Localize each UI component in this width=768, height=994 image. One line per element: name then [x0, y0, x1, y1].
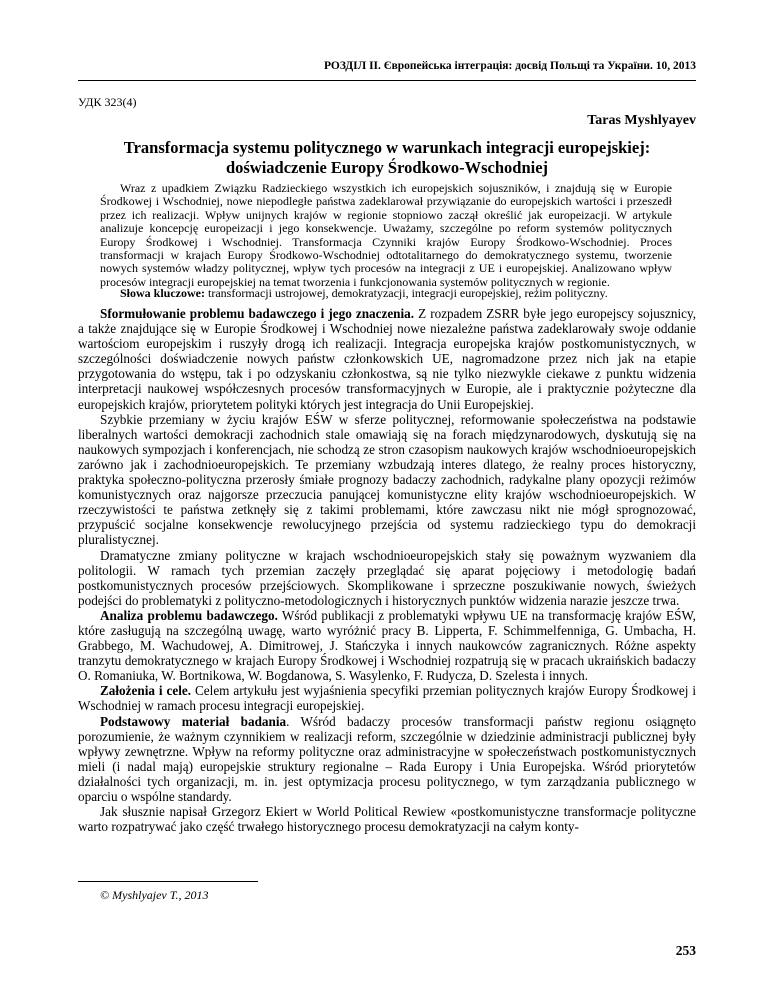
running-head: РОЗДІЛ II. Європейська інтеграція: досвід Польщі та України. 10, 2013: [323, 60, 696, 72]
keywords-label: Słowa kluczowe:: [120, 286, 205, 300]
page-number: 253: [675, 943, 696, 958]
paragraph-2: Szybkie przemiany w życiu krajów EŚW w sferze politycznej, reformowanie społeczeństwa na podstawie liberalnych wartości demokracji zachodnich stale omawiają się na forach międzynarodowych, dyskutują się na naukowych sympozjach i konferencjach, nie schodzą ze stron czasopism naukowych krajów wschodnioeuropejskich zarówno jak i zachodnioeuropejskich. Te przemiany wzbudzają interes dlatego, że realny proces historyczny, praktyka społeczno-polityczna przerosły śmiałe prognozy badaczy zachodnich, radykalne plany opozycji reżimów komunistycznych oraz najgorsze przeczucia panującej komunistyczne elity krajów wschodnioeuropejskich. W rzeczywistości te państwa zetknęły się z takimi problemami, które zawczasu nikt nie mógł sprognozować, przypuścić socjalne konsekwencje rewolucyjnego przejścia od systemu radzieckiego typu do demokracji pluralistycznej.: [78, 411, 696, 548]
paragraph-1: [78, 306, 696, 412]
paragraph-3: Dramatyczne zmiany polityczne w krajach wschodnioeuropejskich stały się poważnym wyzwaniem dla politologii. W ramach tych przemian zaczęły przeglądać się aparat pojęciowy i metodologię badań postkomunistycznych procesów przejściowych. Skomplikowane i sprzeczne poszukiwanie nowych, świeżych podejści do problematyki z polityczno-metodologicznych i historycznych punktów widzenia narazie jeszcze trwa.: [78, 547, 696, 608]
paragraph-text: Celem artykułu jest wyjaśnienia specyfiki przemian politycznych krajów Europy Środkowej i Wschodniej w ramach procesu integracji europejskiej.: [78, 683, 696, 714]
udk-code: УДК 323(4): [78, 95, 137, 109]
paragraph-text: . Wśród badaczy procesów transformacji państw regionu osiągnęto porozumienie, że ważnym czynnikiem w realizacji reform, szczególnie w dziedzinie administracji publicznej były wpływy zewnętrzne. Wpływ na reformy polityczne oraz administracyjne w społeczeństwach postkomunistycznych mieli (i nadal mają) europejskie struktury regionalne – Rada Europy i Unia Europejska. Wśród priorytetów działalności tych organizacji, m. in. jest optymizacja procesu politycznego, w tym zarządzania publicznego w oparciu o wspólne standardy.: [78, 713, 696, 804]
paragraph-6: [78, 714, 696, 805]
paragraph-7: Jak słusznie napisał Grzegorz Ekiert w World Political Rewiew «postkomunistyczne transformacje polityczne warto rozpatrywać jako część trwałego historycznego procesu demokratyzacji na całym konty-: [78, 804, 696, 835]
keywords: [120, 287, 672, 300]
author-name: Taras Myshlyayev: [587, 113, 696, 128]
header-rule: [78, 80, 696, 81]
keywords-text: transformacji ustrojowej, demokratyzacji, integracji europejskiej, reżim polityczny.: [205, 286, 608, 300]
paragraph-text: Wśród publikacji z problematyki wpływu UE na transformację krajów EŚW, które zasługują na szczególną uwagę, warto wyróżnić pracy B. Lipperta, F. Schimmelfenniga, G. Umbacha, H. Grabbego, M. Wachudowej, A. Dimitrowej, J. Stańczyka i innych naukowców zagranicznych. Różne aspekty tranzytu demokratycznego w krajach Europy Środkowej i Wschodniej rozpatrują się w pracach ukraińskich badaczy O. Romaniuka, W. Bortnikowa, W. Bogdanowa, S. Wasylenko, F. Rudycza, D. Szelesta i innych.: [78, 607, 696, 684]
title-line-1: Transformacja systemu politycznego w warunkach integracji europejskiej:: [123, 138, 651, 157]
article-title: [78, 138, 696, 178]
section-heading: Sformułowanie problemu badawczego i jego znaczenia.: [100, 306, 415, 321]
section-heading: Założenia i cele.: [100, 683, 192, 699]
section-heading: Analiza problemu badawczego.: [100, 607, 278, 623]
paragraph-text: Z rozpadem ZSRR byłe jego europejscy sojusznicy, a także znajdujące się w Europie Środkowej i Wschodniej nowe niezależne państwa zadeklarowały swoje oddanie wartościom europejskim i ruszyły drogą ich realizacji. Integracja europejska krajów postkomunistycznych, w szczególności doświadczenie nowych państw członkowskich UE, nagromadzone przez nich jak na etapie przygotowania do wstępu, tak i po odzyskaniu członkostwa, są nie tylko niezwykle ciekawe z punktu widzenia interpretacji naukowej współczesnych procesów transformacyjnych w Europie, ale i praktycznie pożyteczne dla europejskich krajów, priorytetem polityki których jest integracja do Unii Europejskiej.: [78, 306, 697, 412]
title-line-2: doświadczenie Europy Środkowo-Wschodniej: [225, 158, 549, 177]
article-body: [78, 306, 696, 834]
copyright-footnote: © Myshlyajev T., 2013: [100, 888, 209, 902]
section-heading: Podstawowy materiał badania: [100, 713, 287, 729]
paragraph-4: [78, 608, 696, 683]
paragraph-5: [78, 683, 696, 713]
abstract: Wraz z upadkiem Związku Radzieckiego wszystkich ich europejskich sojuszników, i znajdują się w Europie Środkowej i Wschodniej, nowe niepodległe państwa zadeklarował przywiązanie do europejskich wartości i przeszedł przez ich realizacji. Wpływ unijnych krajów w regionie stopniowo zaczął określić jak europeizacji. W artykule analizuje koncepcję europeizacji i jego konsekwencje. Uważamy, szczególne po reform systemów politycznych Europy Środkowej i Wschodniej. Transformacja Czynniki krajów Europy Środkowo-Wschodniej. Proces transformacji w krajach Europy Środkowo-Wschodniej odtotalitarnego do demokratycznego systemu, tworzenie nowych systemów władzy politycznej, wpływ tych procesów na integracji z UE i europejskiej. Analizowano wpływ procesów integracji europejskiej na temat tworzenia i funkcjonowania systemów politycznych w regionie.: [100, 181, 672, 289]
footnote-rule: [78, 881, 258, 882]
